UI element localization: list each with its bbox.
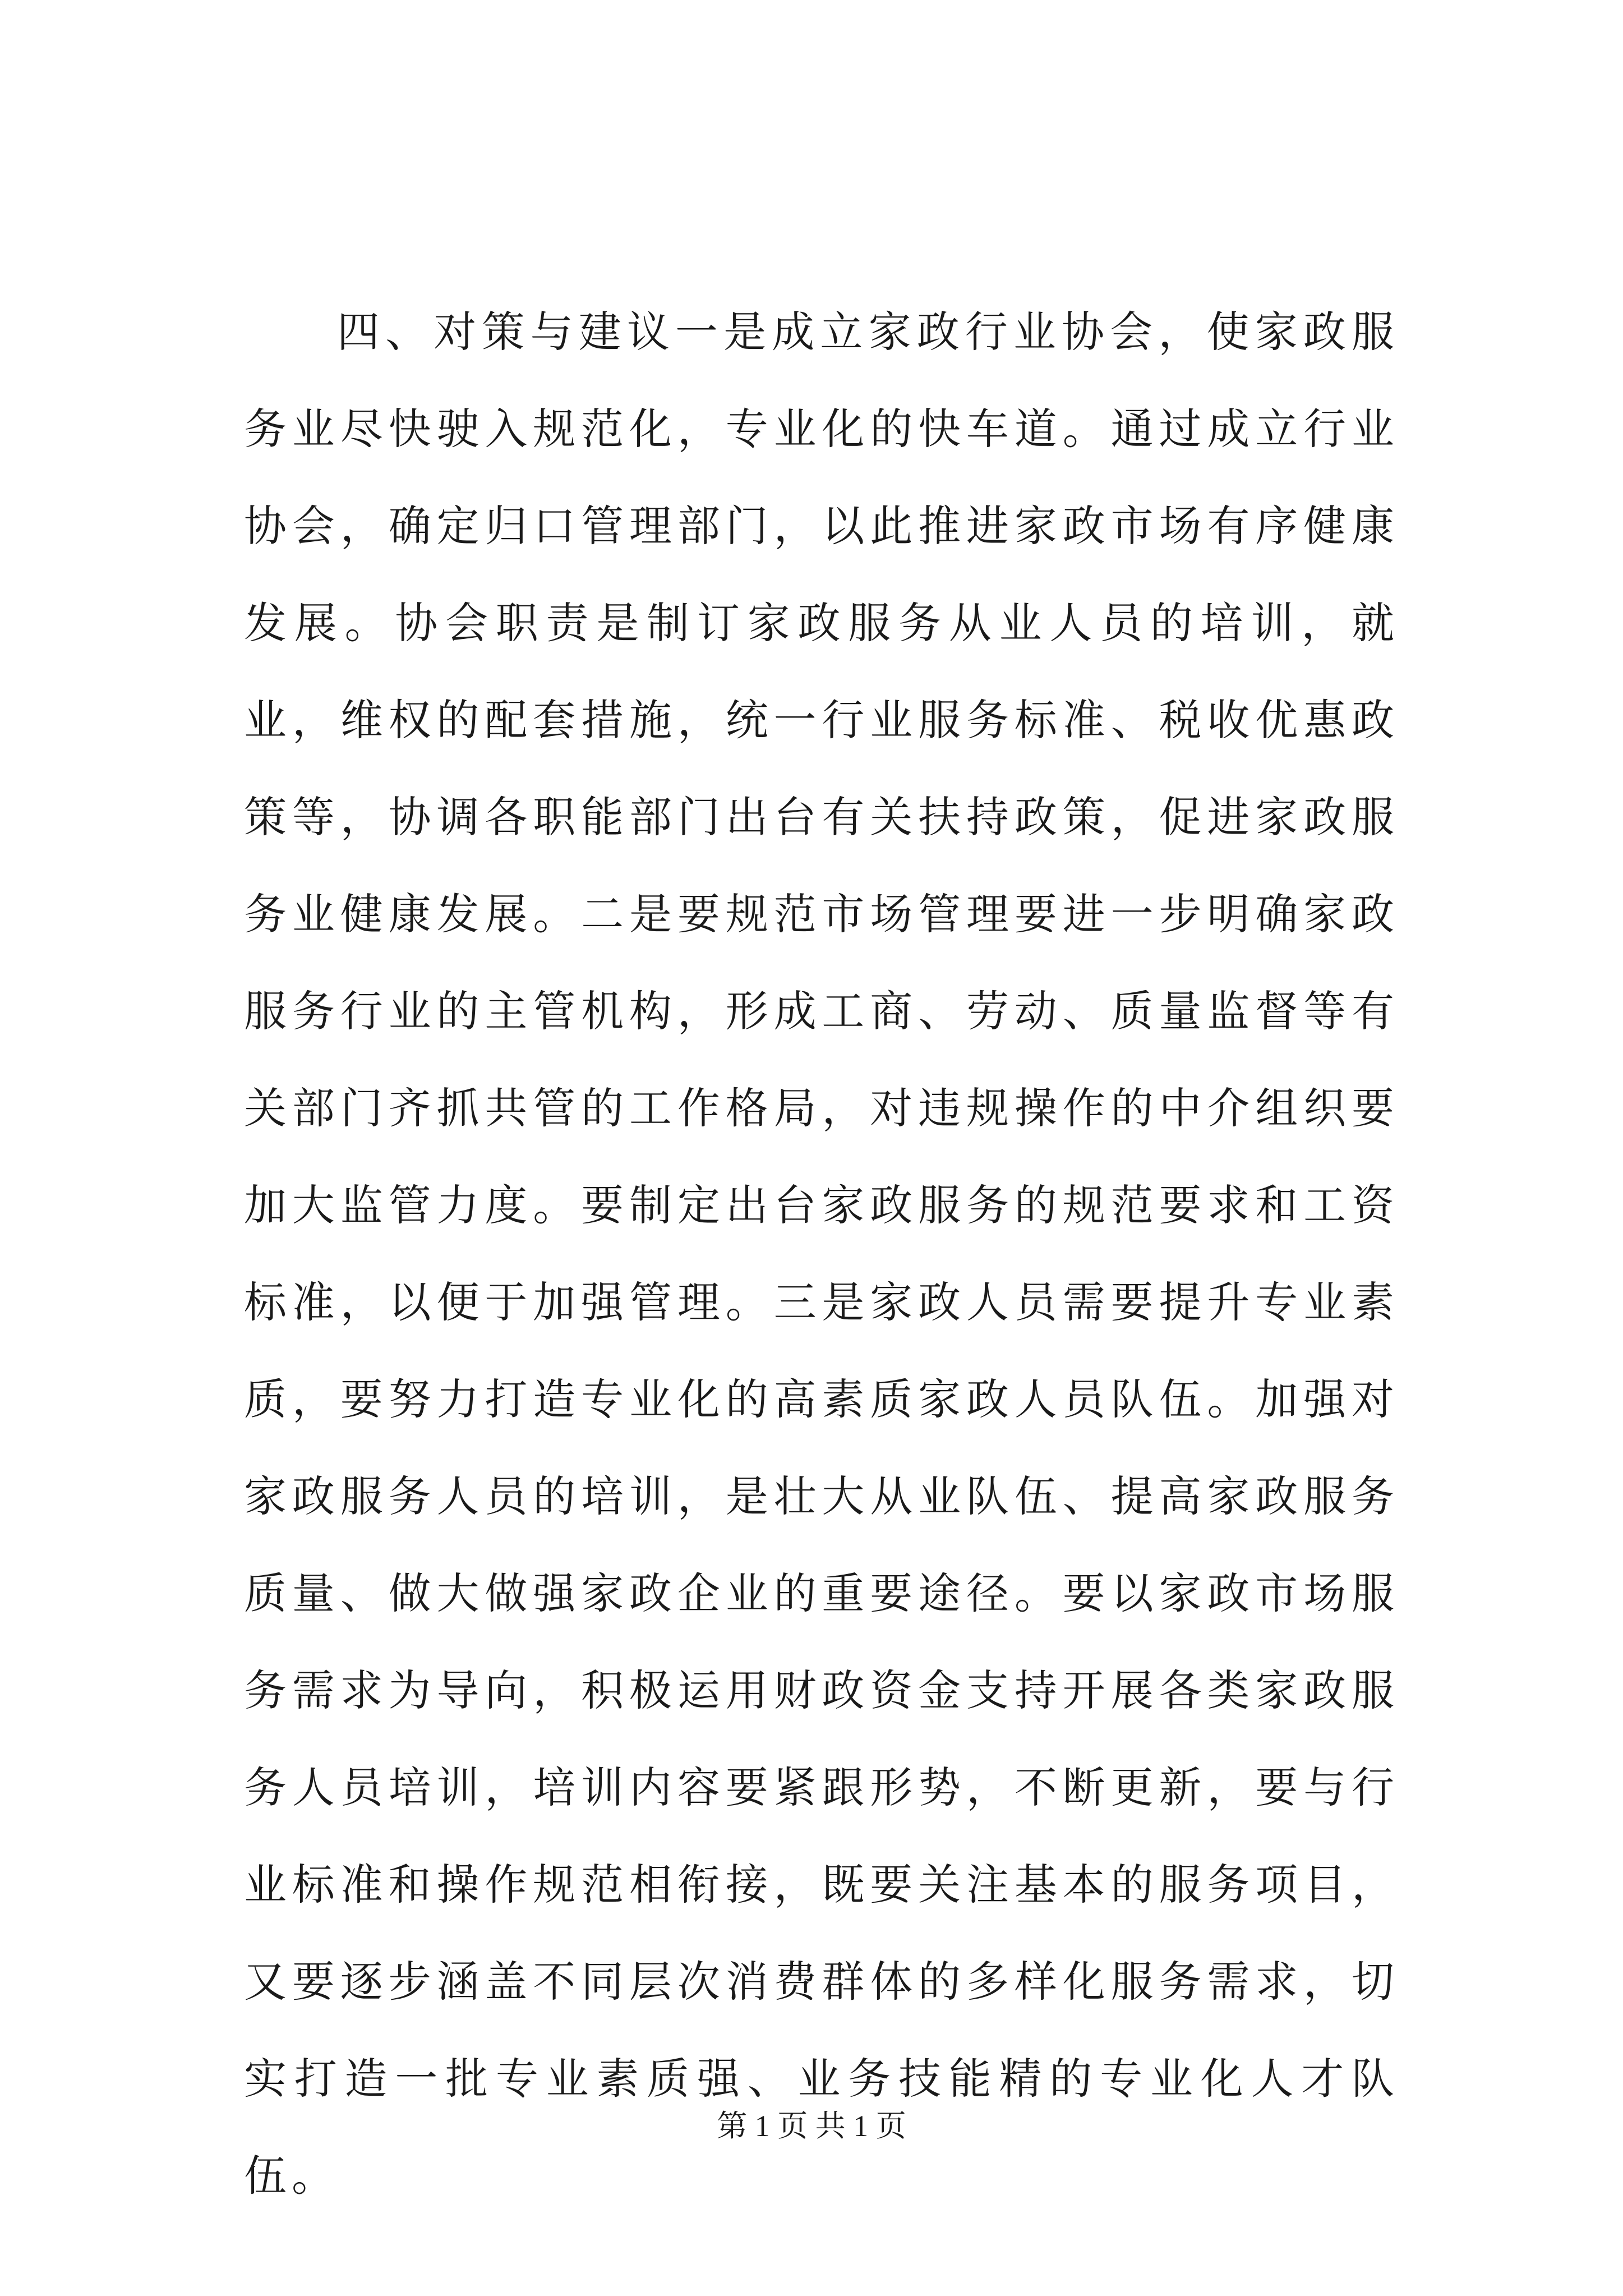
body-paragraph: 四、对策与建议一是成立家政行业协会，使家政服务业尽快驶入规范化，专业化的快车道。通过成立行业协会，确定归口管理部门，以此推进家政市场有序健康发展。协会职责是制订家政服务从业人员的培训，就业，维权的配套措施，统一行业服务标准、税收优惠政策等，协调各职能部门出台有关扶持政策，促进家政服务业健康发展。二是要规范市场管理要进一步明确家政服务行业的主管机构，形成工商、劳动、质量监督等有关部门齐抓共管的工作格局，对违规操作的中介组织要加大监管力度。要制定出台家政服务的规范要求和工资标准，以便于加强管理。三是家政人员需要提升专业素质，要努力打造专业化的高素质家政人员队伍。加强对家政服务人员的培训，是壮大从业队伍、提高家政服务质量、做大做强家政企业的重要途径。要以家政市场服务需求为导向，积极运用财政资金支持开展各类家政服务人员培训，培训内容要紧跟形势，不断更新，要与行业标准和操作规范相衔接，既要关注基本的服务项目，又要逐步涵盖不同层次消费群体的多样化服务需求，切实打造一批专业素质强、业务技能精的专业化人才队伍。: [244, 307, 1399, 2201]
page-footer: 第 1 页 共 1 页: [717, 2109, 906, 2143]
